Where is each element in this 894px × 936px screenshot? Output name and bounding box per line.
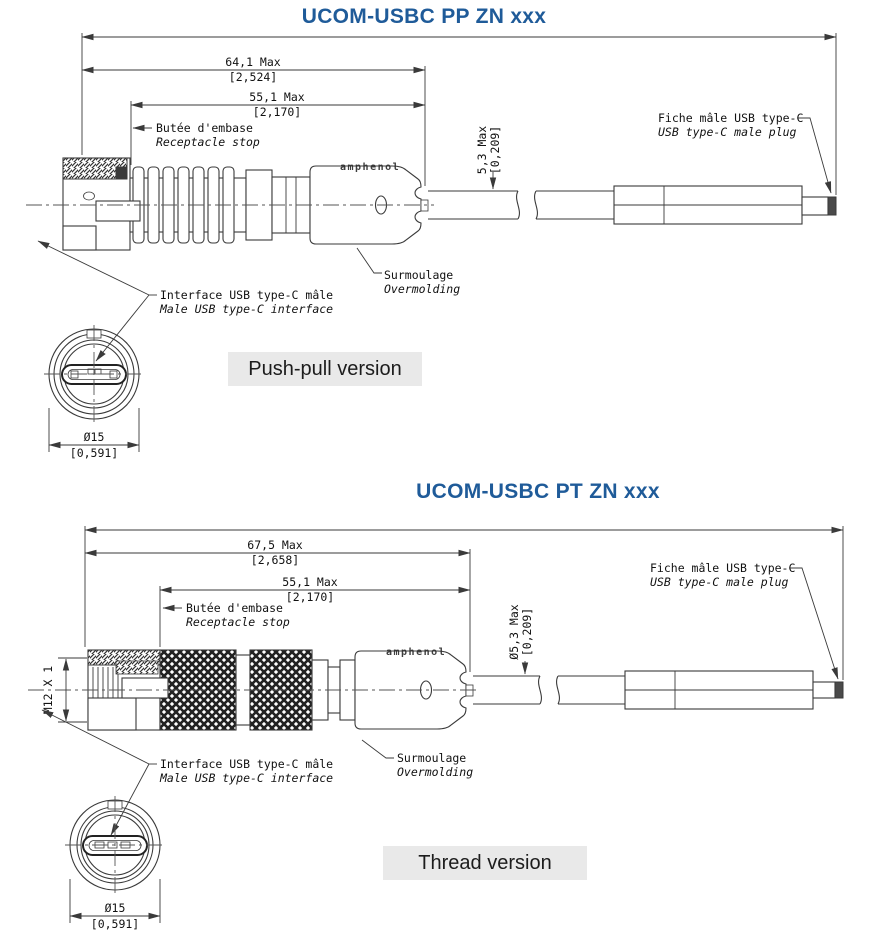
figure-push-pull xyxy=(26,33,836,460)
receptacle-stop-en: Receptacle stop xyxy=(156,135,260,149)
thread-front-view xyxy=(65,796,165,931)
usb-interface-en: Male USB type-C interface xyxy=(160,771,334,785)
front-step xyxy=(63,226,96,250)
strain-relief-tab xyxy=(466,685,473,696)
overmold-marking: amphenol xyxy=(386,647,447,658)
cable-break-left xyxy=(517,191,520,219)
overmolding-en: Overmolding xyxy=(397,765,474,779)
overmolding-fr: Surmoulage xyxy=(384,268,454,282)
dimension-cable-diameter xyxy=(475,126,502,189)
usb-c-plug-side-view xyxy=(625,671,843,709)
dim-overall-metric: 64,1 Max xyxy=(225,55,281,69)
dim-stop-metric: 55,1 Max xyxy=(249,90,305,104)
cable-dia-imperial: [0,209] xyxy=(488,125,502,175)
usb-interface-fr: Interface USB type-C mâle xyxy=(160,288,334,302)
usb-c-plug-side-view xyxy=(614,186,836,224)
plug-tip xyxy=(828,197,836,215)
dim-stop-metric: 55,1 Max xyxy=(282,575,338,589)
plug-metal-shell xyxy=(802,197,828,215)
dim-overall-imperial: [2,524] xyxy=(228,70,278,84)
version-label-thread: Thread version xyxy=(383,846,587,880)
receptacle-stop-fr: Butée d'embase xyxy=(156,121,253,135)
usb-interface-fr: Interface USB type-C mâle xyxy=(160,757,334,771)
callout-usb-plug xyxy=(658,111,831,193)
dimension-cable-diameter xyxy=(507,604,534,674)
usb-plug-en: USB type-C male plug xyxy=(650,575,789,589)
cable xyxy=(473,676,625,704)
plug-tip xyxy=(835,682,843,698)
overmolding-fr: Surmoulage xyxy=(397,751,467,765)
usb-interface-en: Male USB type-C interface xyxy=(160,302,334,316)
cable-break-right xyxy=(535,191,538,219)
usb-plug-fr: Fiche mâle USB type-C xyxy=(650,561,796,575)
figure-title-push-pull: UCOM-USBC PP ZN xxx xyxy=(301,5,547,28)
dim-overall-imperial: [2,658] xyxy=(250,553,300,567)
usb-plug-en: USB type-C male plug xyxy=(658,125,797,139)
dim-stop-imperial: [2,170] xyxy=(252,105,302,119)
front-step xyxy=(88,698,136,730)
dim-overall-metric: 67,5 Max xyxy=(247,538,303,552)
usb-plug-fr: Fiche mâle USB type-C xyxy=(658,111,804,125)
front-dia-metric: Ø15 xyxy=(104,901,126,915)
callout-overmolding xyxy=(362,740,473,779)
thread-spec: M12 X 1 xyxy=(41,665,55,715)
push-pull-front-view xyxy=(44,325,144,460)
front-dia-imperial: [0,591] xyxy=(69,446,119,460)
callout-receptacle-stop xyxy=(163,601,290,629)
cable xyxy=(428,191,614,219)
receptacle-stop-en: Receptacle stop xyxy=(186,615,290,629)
latch-tab xyxy=(122,678,168,698)
seal-hatch xyxy=(116,661,158,674)
version-label-push-pull: Push-pull version xyxy=(228,352,422,386)
receptacle-stop-fr: Butée d'embase xyxy=(186,601,283,615)
callout-receptacle-stop xyxy=(133,121,260,149)
cable-break-left xyxy=(539,676,542,704)
front-dia-imperial: [0,591] xyxy=(90,917,140,931)
cable-dia-metric: 5,3 Max xyxy=(475,125,489,175)
figure-title-thread: UCOM-USBC PT ZN xxx xyxy=(416,480,660,503)
front-dia-metric: Ø15 xyxy=(83,430,105,444)
strain-relief-tab xyxy=(421,200,428,211)
dim-stop-imperial: [2,170] xyxy=(285,590,335,604)
cable-dia-metric: Ø5,3 Max xyxy=(507,604,521,660)
overmolding-en: Overmolding xyxy=(384,282,461,296)
callout-usb-interface xyxy=(38,241,333,361)
seal-block xyxy=(116,167,127,178)
latch-tab xyxy=(96,201,140,221)
callout-usb-plug xyxy=(650,561,838,679)
cable-dia-imperial: [0,209] xyxy=(520,607,534,657)
thread-connector-side-view xyxy=(28,647,843,730)
callout-overmolding xyxy=(357,248,460,296)
overmold-marking: amphenol xyxy=(340,162,401,173)
plug-metal-shell xyxy=(813,682,835,698)
push-pull-connector-side-view xyxy=(26,158,836,250)
cable-break-right xyxy=(557,676,560,704)
